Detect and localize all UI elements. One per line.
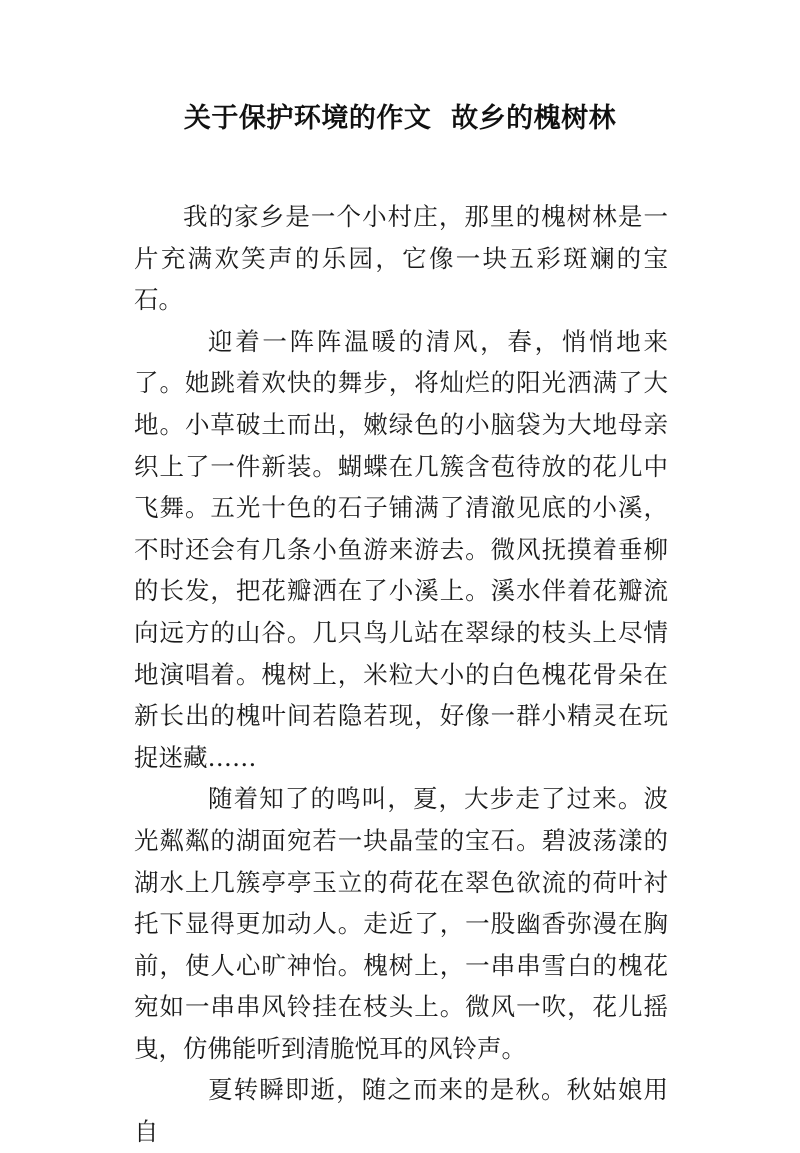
paragraph-autumn: 夏转瞬即逝，随之而来的是秋。秋姑娘用自 [134,1075,668,1147]
paragraph-spring: 迎着一阵阵温暖的清风，春，悄悄地来了。她跳着欢快的舞步，将灿烂的阳光洒满了大地。小草破土而出，嫩绿色的小脑袋为大地母亲织上了一件新装。蝴蝶在几簇含苞待放的花儿中飞舞。五光十色的石子铺满了清澈见底的小溪，不时还会有几条小鱼游来游去。微风抚摸着垂柳的长发，把花瓣洒在了小溪上。溪水伴着花瓣流向远方的山谷。几只鸟儿站在翠绿的枝头上尽情地演唱着。槐树上，米粒大小的白色槐花骨朵在新长出的槐叶间若隐若现，好像一群小精灵在玩捉迷藏…… [134,326,668,772]
document-title: 关于保护环境的作文 故乡的槐树林 [183,103,617,134]
document-body [134,196,668,1153]
paragraph-intro: 我的家乡是一个小村庄，那里的槐树林是一片充满欢笑声的乐园，它像一块五彩斑斓的宝石。 [134,202,668,315]
paragraph-summer: 随着知了的鸣叫，夏，大步走了过来。波光粼粼的湖面宛若一块晶莹的宝石。碧波荡漾的湖水上几簇亭亭玉立的荷花在翠色欲流的荷叶衬托下显得更加动人。走近了，一股幽香弥漫在胸前，使人心旷神怡。槐树上，一串串雪白的槐花宛如一串串风铃挂在枝头上。微风一吹，花儿摇曳，仿佛能听到清脆悦耳的风铃声。 [134,784,668,1063]
